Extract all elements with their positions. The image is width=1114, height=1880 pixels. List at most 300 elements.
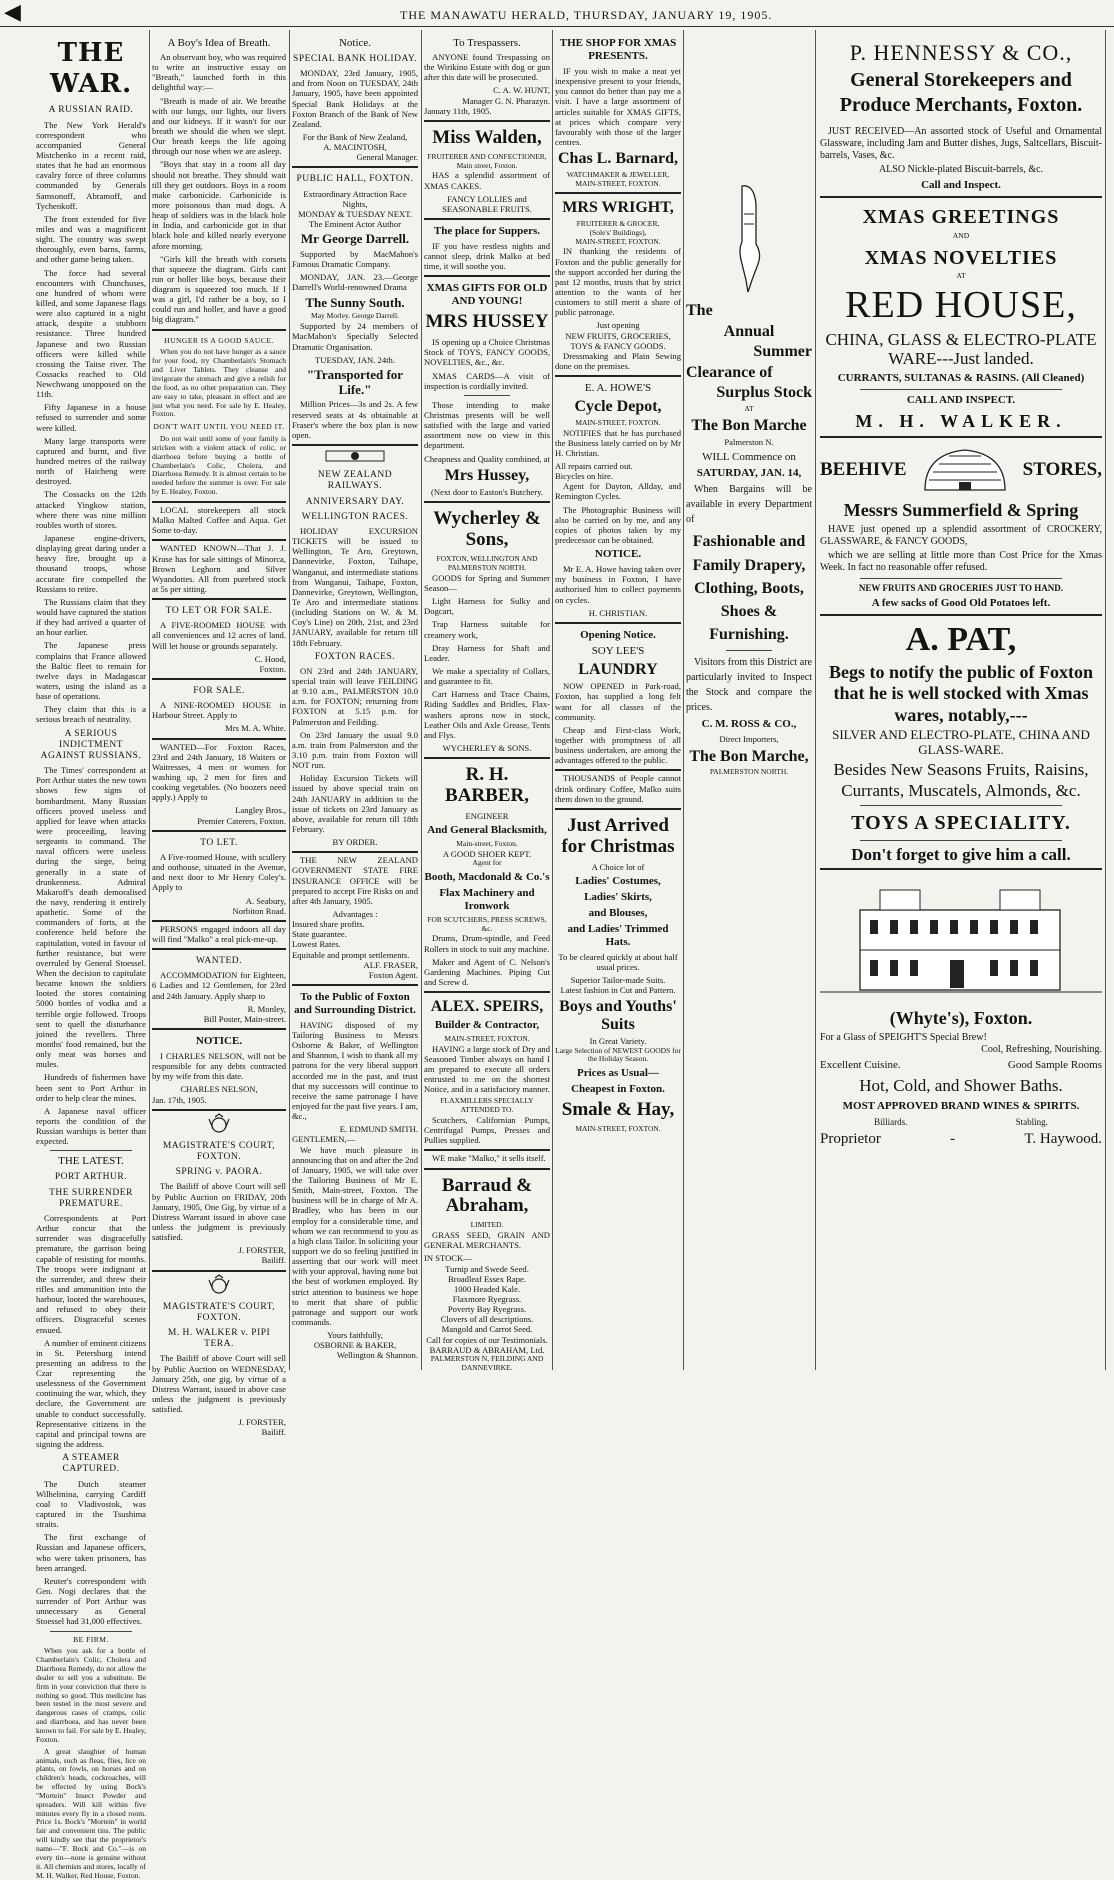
ad-signature: C. A. W. HUNT, xyxy=(493,85,550,96)
ad-heading: NOTICE. xyxy=(195,1034,243,1047)
ad-heading: Notice. xyxy=(338,37,372,49)
ad-signature: Langley Bros., xyxy=(235,805,286,816)
ad-text: Don't forget to give him a call. xyxy=(851,844,1071,864)
ad-paragraph: THOUSANDS of People cannot drink ordinary Coffee, Malko suits them down to the ground. xyxy=(555,773,681,804)
ad-paragraph: which we are selling at little more than Cost Price for the Xmas Week. In fact no reasonable offer refused. xyxy=(820,550,1102,574)
ad-signature: Foxton. xyxy=(259,663,286,674)
divider xyxy=(860,840,1062,841)
ad-block xyxy=(292,851,418,980)
ad-text: PALMERSTON N, FEILDING AND DANNEVIRKE. xyxy=(430,1353,544,1372)
article-headline: A Boy's Idea of Breath. xyxy=(167,37,271,49)
divider xyxy=(860,578,1062,579)
ad-list-item: and Blouses, xyxy=(588,906,648,919)
ad-name: Cycle Depot, xyxy=(574,398,662,416)
ad-text: WILL Commence on xyxy=(702,450,796,463)
ad-heading: BE FIRM. xyxy=(73,1634,109,1644)
ad-word: STORES, xyxy=(1022,458,1102,480)
ad-text: ENGINEER xyxy=(465,810,509,821)
ad-paragraph: WANTED KNOWN—That J. J. Kruse has for sale sittings of Minorca, Brown Leghorn and Silver Wyandottes. All from purebred stock at 5s per sitting. xyxy=(152,543,286,594)
ad-text: MOST APPROVED BRAND WINES & SPIRITS. xyxy=(842,1099,1080,1112)
ad-paragraph: Do not wait until some of your family is stricken with a violent attack of colic, or diarrhoea before buying a bottle of Chamberlain's Colic, Cholera, and Diarrhoea Remedy. It is almost certain to be needed before the summer is over. For sale by E. Healey, Foxton. xyxy=(152,434,286,497)
ad-block xyxy=(152,948,286,1024)
ad-paragraph: IN thanking the residents of Foxton and the public generally for the support accorded her during the past 12 months, trusts that by strict attention to the wants of her customers to still merit a share of public patronage. xyxy=(555,246,681,318)
ad-heading: TO LET. xyxy=(200,837,238,848)
ad-heading: FOR SALE. xyxy=(193,686,245,696)
ad-word: Surplus Stock xyxy=(716,384,812,402)
ad-signature: General Manager. xyxy=(356,152,418,163)
ad-name: ALEX. SPEIRS, xyxy=(430,998,544,1016)
ad-text: AND xyxy=(952,230,970,240)
pointing-hand-icon xyxy=(734,184,764,294)
ad-text: A Choice lot of xyxy=(591,861,645,872)
ad-name: RED HOUSE, xyxy=(845,283,1077,326)
ad-paragraph: ON 23rd and 24th JANUARY, special train will leave FEILDING at 9.10 a.m., PALMERSTON 10.0 a.m. for FOXTON; returning from FOXTON at 5.15 p.m. for Palmerston and Feilding. xyxy=(292,665,418,727)
article-paragraph: "Girls kill the breath with corsets that squeeze the diagram. Girls cant run or holler like boys, because their diagram is squeezed too much. If I was a girl, I'd rather be a boy, so I could run and holler, and have a good big diagram." xyxy=(152,253,286,325)
ad-text: Billiards. xyxy=(874,1116,908,1127)
ad-text: A few sacks of Good Old Potatoes left. xyxy=(871,596,1051,609)
ad-name: MRS HUSSEY xyxy=(425,311,549,333)
ad-block xyxy=(152,920,286,944)
ad-paragraph: A FIVE-ROOMED HOUSE with all conveniences and 12 acres of land. Will let house or grounds separately. xyxy=(152,620,286,651)
ad-word: BEEHIVE xyxy=(820,458,907,480)
ad-paragraph: Mr E. A. Howe having taken over my business in Foxton, I have authorised him to collect payments on cycles. xyxy=(555,564,681,605)
coat-of-arms-icon xyxy=(152,1113,286,1137)
ad-paragraph: A NINE-ROOMED HOUSE in Harbour Street. Apply to xyxy=(152,700,286,721)
ad-name: The Bon Marche, xyxy=(689,747,809,765)
ad-name: Chas L. Barnard, xyxy=(557,150,679,168)
war-paragraph: Reuter's correspondent with Gen. Nogi declares that the surrender of Port Arthur was unnecessary as General Stoessel had 31,000 effectives. xyxy=(36,1575,146,1627)
ad-name: Boys and Youths' Suits xyxy=(559,998,677,1033)
ad-text: (Sole's' Buildings), xyxy=(589,227,647,237)
ad-subheading: M. H. WALKER v. PIPI TERA. xyxy=(167,1328,271,1350)
ad-name: (Whyte's), Foxton. xyxy=(889,1008,1033,1029)
ad-text: AT xyxy=(956,271,966,281)
ad-signature: C. Hood, xyxy=(254,653,286,664)
ad-list-item: Insured share profits. xyxy=(292,919,365,930)
ad-text: Cheapness and Quality combined, at xyxy=(424,453,550,464)
war-paragraph: Correspondents at Port Arthur concur that the surrender was disgracefully premature, the garrison being capable of resisting for months. The troops were indignant at the surrender, and threw their rifles and ammunition into the harbour, looted the warehouses, and refused to obey their officers. Disgraceful scenes ensued. xyxy=(36,1212,146,1335)
ad-text: Main-street, Foxton. xyxy=(456,839,518,849)
ad-text: Cool, Refreshing, Nourishing. xyxy=(981,1043,1102,1055)
ad-paragraph: HAVING disposed of my Tailoring Business to Messrs Osborne & Baker, of Wellington and Shannon, I wish to thank all my patrons for the very liberal support accorded me in the past, and trust that my successors will continue to receive the same patronage I have enjoyed for the past five years. I am, &c., xyxy=(292,1019,418,1122)
article-paragraph: An observant boy, who was required to write an instructive essay on "Breath," launched forth in this delightful way:— xyxy=(152,51,286,93)
column-3 xyxy=(292,34,418,1369)
divider xyxy=(860,805,1062,806)
column-rule xyxy=(683,30,684,1370)
ad-block xyxy=(820,436,1102,610)
ad-word: Annual xyxy=(723,322,775,340)
ad-paragraph: MONDAY, JAN. 23.—George Darrell's World-renowned Drama xyxy=(292,271,418,292)
ad-paragraph: Scutchers, Californian Pumps, Centrifugal Pumps, Presses and Pullies supplied. xyxy=(424,1114,550,1146)
ad-paragraph: Light Harness for Sulky and Dogcart, xyxy=(424,596,550,617)
ad-heading: MAGISTRATE'S COURT, FOXTON. xyxy=(162,1301,276,1323)
ad-text: NEW FRUITS, GROCERIES, TOYS & FANCY GOODS. xyxy=(565,330,671,351)
ad-text: SILVER AND ELECTRO-PLATE, CHINA AND GLASS-WARE. xyxy=(832,727,1090,758)
ad-paragraph: A Five-roomed House, with scullery and outhouse, situated in the Avenue, and next door to Mr Henry Coley's. Apply to xyxy=(152,851,286,893)
ad-paragraph: Dray Harness for Shaft and Leader. xyxy=(424,642,550,663)
ad-paragraph: When you ask for a bottle of Chamberlain's Colic, Cholera and Diarrhoea Remedy, do not allow the dealer to sell you a substitute. Be firm in your conviction that there is nothing so good. This medicine has been tested in the most severe and dangerous cases of cramps, colic and diarrhoea, and has never been known to fail. For sale by E. Healey, Foxton. xyxy=(36,1646,146,1744)
ad-text: MONDAY & TUESDAY NEXT. xyxy=(298,208,412,219)
page-arrow-icon: ◀ xyxy=(4,0,21,24)
war-paragraph: The Dutch steamer Wilhelmina, carrying Cardiff coal to Vladivostok, was captured in the Tsushima straits. xyxy=(36,1478,146,1530)
ad-block xyxy=(555,769,681,803)
ad-subheading: SPRING v. PAORA. xyxy=(175,1167,263,1178)
ad-text: Extraordinary Attraction Race Nights, xyxy=(303,188,407,209)
war-subhead: A STEAMER CAPTURED. xyxy=(62,1453,120,1475)
ad-text: For the Bank of New Zealand, xyxy=(302,132,408,143)
ad-list-item: All repairs carried out. xyxy=(555,460,633,471)
ad-word: Clearance of xyxy=(686,363,773,381)
amenities-row xyxy=(820,1059,1102,1072)
coat-of-arms-icon xyxy=(152,1274,286,1298)
ad-text: Excellent Cuisine. xyxy=(820,1059,901,1072)
ad-block xyxy=(292,166,418,440)
war-paragraph: A number of eminent citizens in St. Petersburg intend presenting an address to the Czar representing the uselessness of the Government continuing the war, which, they declare, the Government are unable to conduct successfully. Representative citizens in the capital and principal towns are signing the address. xyxy=(36,1337,146,1450)
ad-text: FRUITERER AND CONFECTIONER, Main street, Foxton. xyxy=(427,151,547,170)
war-subhead: PORT ARTHUR. xyxy=(54,1172,128,1183)
ad-text: Palmerston N. xyxy=(724,437,774,448)
ad-list-item: Call for copies of our Testimonials. xyxy=(426,1334,548,1345)
war-paragraph: The New York Herald's correspondent who accompanied General Mistchenko in a recent raid, states that he had an enormous cavalry force of three columns commanded by Generals Samsonoff, Abramoff, and Tychenkoff. xyxy=(36,119,146,211)
ad-signature: H. CHRISTIAN. xyxy=(588,607,648,618)
ad-name: The Sunny South. xyxy=(305,295,405,311)
ad-name: Barraud & Abraham, xyxy=(441,1174,533,1217)
ad-name: The Bon Marche xyxy=(691,416,807,434)
ad-heading: HUNGER IS A GOOD SAUCE. xyxy=(164,335,274,345)
ad-name: Miss Walden, xyxy=(432,126,542,148)
ad-text: In Great Variety. xyxy=(589,1036,647,1047)
ad-signature: C. M. ROSS & CO., xyxy=(701,718,797,731)
war-paragraph: Hundreds of fishermen have been sent to Port Arthur in order to help clear the mines. xyxy=(36,1072,146,1103)
ad-paragraph: IS opening up a Choice Christmas Stock of TOYS, FANCY GOODS, NOVELTIES, &c., &c. xyxy=(424,337,550,368)
ad-name: LAUNDRY xyxy=(578,660,658,678)
column-5 xyxy=(555,34,681,1369)
ad-paragraph: Maker and Agent of C. Nelson's Gardening Machines. Piping Cut and Screw d. xyxy=(424,956,550,988)
ad-text: AT xyxy=(744,403,754,413)
ad-paragraph: When Bargains will be available in every Department of xyxy=(686,484,812,526)
ad-paragraph: IF you wish to make a neat yet inexpensive present to your friends, you cannot do better than pay me a visit. I have a large assortment of articles suitable for XMAS GIFTS, at prices which compare very favourably with those of the larger centres. xyxy=(555,65,681,147)
ad-list-item: Lowest Rates. xyxy=(292,939,341,950)
ad-text: May Morley. George Darrell. xyxy=(311,311,399,321)
ad-signature: E. EDMUND SMITH. xyxy=(339,1124,418,1135)
ad-text: Cheapest in Foxton. xyxy=(571,1083,665,1096)
ad-paragraph: A great slaughter of human animals, such as fleas, flies, lice on plants, on fowls, on horses and on children's heads, cockroaches, will be effected by using Bock's "Mortein" Insect Powder and spreaders. Will kill within five minutes every fly in a closed room. Price 1s. Bock's "Mortein" in world fair and convenient tins. The public will kindly see that the proprietor's name—"F. Bock and Co."—is on every tin—none is genuine without it. All chemists and stores, locally of M. H. Walker, Red House, Foxton. xyxy=(36,1746,146,1880)
ad-paragraph: Supported by 24 members of MacMahon's Specially Selected Dramatic Organisation. xyxy=(292,321,418,352)
column-rule xyxy=(289,30,290,1370)
article-paragraph: "Boys that stay in a room all day should not breathe. They should wait till they get outdoors. Boys in a room make carbonicide. Carbonicide is more poisonous than mad dogs. A heap of soldiers was in the black hole in India, and carbonicide got in that black hole and killed nearly everyone afore morning. xyxy=(152,159,286,251)
war-paragraph: The front extended for five miles and was a magnificent sight. The country was swept thoroughly, even barns, farms, and other game being taken. xyxy=(36,213,146,265)
ad-heading: NEW ZEALAND RAILWAYS. xyxy=(317,470,393,492)
ad-paragraph: I CHARLES NELSON, will not be responsible for any debts contracted by my wife from this date. xyxy=(152,1050,286,1082)
masthead xyxy=(0,0,1114,27)
ad-subheading: FOXTON RACES. xyxy=(314,651,396,662)
ad-heading: MAGISTRATE'S COURT, FOXTON. xyxy=(162,1140,276,1162)
ad-list-item: Flaxmore Ryegrass. xyxy=(452,1294,522,1305)
ad-text: Latest fashion in Cut and Pattern. xyxy=(560,985,676,996)
ad-text: Prices as Usual— xyxy=(577,1067,659,1080)
ad-name: Just Arrived for Christmas xyxy=(561,814,675,857)
ad-subheading: SPECIAL BANK HOLIDAY. xyxy=(293,53,417,64)
ad-signature: R. Monley, xyxy=(247,1003,286,1014)
ad-text: PALMERSTON NORTH. xyxy=(709,767,789,777)
ad-headline: CHINA, GLASS & ELECTRO-PLATE WARE---Just landed. xyxy=(825,329,1097,369)
ad-paragraph: WE make "Malko," it sells itself. xyxy=(432,1153,546,1164)
war-paragraph: They claim that this is a serious breach of neutrality. xyxy=(36,704,146,725)
ad-name: MRS WRIGHT, xyxy=(562,199,674,217)
ad-signature: Norbiton Road. xyxy=(232,905,286,916)
ad-subheading: Booth, Macdonald & Co.'s xyxy=(424,870,550,883)
ad-paragraph: The Bailiff of above Court will sell by Public Auction on WEDNESDAY, January 25th, one gig, by virtue of a Distress Warrant, issued in above case unless the judgment is previously satisfied. xyxy=(152,1353,286,1415)
ad-paragraph: HAVING a large stock of Dry and Seasoned Timber always on hand I am prepared to execute all orders entrusted to me on the shortest Notice, and in a satisfactory manner. xyxy=(424,1043,550,1095)
masthead-title: THE MANAWATU HERALD, THURSDAY, JANUARY 19, 1905. xyxy=(400,8,773,22)
ad-block xyxy=(152,830,286,916)
ad-paragraph: Trap Harness suitable for creamery work, xyxy=(424,619,550,640)
ad-subheading: ANNIVERSARY DAY. xyxy=(305,496,405,507)
ad-paragraph: HOLIDAY EXCURSION TICKETS will be issued to Wellington, Te Aro, Greytown, Dannevirke, Foxton, Taihape, Wanganui, and intermediate stations from Wanganui, Taihape, Foxton, Dannevirke, Greytown, Wellington, Te Aro and intermediate stations (including Stations on W. & M. Coy's Line) on 20th, 21st, and 23rd JANUARY, available for return till 18th February. xyxy=(292,526,418,648)
ad-text: IN STOCK— xyxy=(424,1253,472,1264)
ad-text: LIMITED. xyxy=(470,1220,504,1230)
ad-headline: XMAS GREETINGS xyxy=(862,206,1060,229)
ad-signature: Premier Caterers, Foxton. xyxy=(197,815,286,826)
war-subhead: A SERIOUS INDICTMENT AGAINST RUSSIANS. xyxy=(40,728,142,761)
ad-heading: To the Public of Foxton and Surrounding District. xyxy=(294,990,416,1016)
ad-signature: Manager G. N. Pharazyn. xyxy=(462,95,550,106)
ad-paragraph: XMAS CARDS—A visit of inspection is cordially invited. xyxy=(424,370,550,391)
ad-text: Agent for xyxy=(472,858,502,868)
ad-name: Mr George Darrell. xyxy=(300,231,410,247)
latest-headline: THE LATEST. xyxy=(58,1155,124,1168)
ad-paragraph: HAS a splendid assortment of XMAS CAKES. xyxy=(424,170,550,191)
ad-text: Yours faithfully, xyxy=(327,1330,383,1341)
war-paragraph: Fifty Japanese in a house refused to surrender and some were killed. xyxy=(36,402,146,433)
ad-date: Jan. 17th, 1905. xyxy=(152,1094,207,1105)
ad-text: For a Glass of SPEIGHT'S Special Brew! xyxy=(820,1031,987,1043)
ad-paragraph: Cart Harness and Trace Chains, Riding Saddles and Bridles, Flax-washers aprons now in stock, Leather Oils and Axle Grease, Tents and Flys. xyxy=(424,689,550,740)
ad-paragraph: HAVE just opened up a splendid assortment of CROCKERY, GLASSWARE, & FANCY GOODS, xyxy=(820,523,1102,547)
ad-paragraph: MONDAY, 23rd January, 1905, and from Noon on TUESDAY, 24th January, 1905, have been appointed Special Bank Holidays at the Foxton Branch of the Bank of New Zealand. xyxy=(292,68,418,129)
ad-signature: Bailiff. xyxy=(261,1427,286,1438)
ad-paragraph: Visitors from this District are particularly invited to Inspect the Stock and compare the prices. xyxy=(686,657,812,714)
ad-paragraph: Dressmaking and Plain Sewing done on the premises. xyxy=(555,350,681,372)
ad-list-item: Turnip and Swede Seed. xyxy=(445,1263,529,1274)
ad-text: Besides New Seasons Fruits, Raisins, Currants, Muscatels, Almonds, &c. xyxy=(833,760,1089,800)
ad-block xyxy=(820,868,1102,1149)
ad-text: Superior Tailor-made Suits. xyxy=(570,974,666,985)
ad-name: Messrs Summerfield & Spring xyxy=(843,500,1079,521)
ad-signature: A. Seabury, xyxy=(245,895,286,906)
ad-list-item: State guarantee. xyxy=(292,929,347,940)
hotel-building-illustration xyxy=(820,880,1102,1000)
ad-list-item: Ladies' Costumes, xyxy=(575,874,661,887)
ad-text: MAIN-STREET, FOXTON. xyxy=(575,1124,661,1134)
ad-paragraph: GRASS SEED, GRAIN AND GENERAL MERCHANTS. xyxy=(424,1230,550,1251)
ad-text: MAIN-STREET, FOXTON. xyxy=(575,236,661,246)
divider xyxy=(464,395,510,396)
ad-text: (Next door to Easton's Butchery. xyxy=(431,487,543,498)
ad-paragraph: IF you have restless nights and cannot sleep, drink Malko at bed time, it will soothe you. xyxy=(424,240,550,272)
ad-heading: To Trespassers. xyxy=(453,37,521,49)
ad-signature: CHARLES NELSON, xyxy=(180,1084,258,1095)
ad-block xyxy=(292,984,418,1361)
ad-name: Wycherley & Sons, xyxy=(433,508,541,551)
ad-block xyxy=(424,1149,550,1163)
ad-name: Smale & Hay, xyxy=(561,1099,675,1121)
ad-text: TUESDAY, JAN. 24th. xyxy=(315,354,395,365)
ad-block xyxy=(424,218,550,271)
ad-heading: DON'T WAIT UNTIL YOU NEED IT. xyxy=(153,422,285,432)
ad-list-item: Equitable and prompt settlements. xyxy=(292,949,410,960)
ad-heading: XMAS GIFTS FOR OLD AND YOUNG! xyxy=(426,282,548,308)
ad-heading: WANTED. xyxy=(196,956,242,967)
ad-heading: THE SHOP FOR XMAS PRESENTS. xyxy=(559,37,677,62)
ad-list-item: Broadleaf Essex Rape. xyxy=(447,1273,527,1284)
ad-paragraph: We have much pleasure in announcing that on and after the 2nd of January, 1905, we will take over the Tailoring Business of Mr E. Smith, Main-street, Foxton. The business will be in charge of Mr A. Bradley, who has been in our employ for a considerable time, and whom we can recommend to you as a high class Tailor. In soliciting your support we do so feeling justified in asserting that our work will meet with your approval, having none but the best of workmen employed. By strict attention to business we hope to merit that share of public patronage and support our work commands. xyxy=(292,1144,419,1327)
column-4 xyxy=(424,34,550,1372)
ad-headline: XMAS NOVELTIES xyxy=(864,246,1058,269)
ad-block xyxy=(555,375,681,618)
ad-subheading: SOY LEE'S xyxy=(591,644,645,657)
column-rule xyxy=(149,30,150,1370)
ad-paragraph: NOW OPENED in Park-road, Foxton, has supplied a long felt want for all classes of the community. xyxy=(555,681,681,722)
ad-list-item: Poverty Bay Ryegrass. xyxy=(447,1304,527,1315)
ad-block xyxy=(152,539,286,594)
ad-paragraph: PERSONS engaged indoors all day will find "Malko" a real pick-me-up. xyxy=(152,923,286,944)
ad-block xyxy=(820,196,1102,432)
ad-paragraph: THE NEW ZEALAND GOVERNMENT STATE FIRE INSURANCE OFFICE will be prepared to accept Fire Risks on and after 4th January, 1905. xyxy=(292,855,418,906)
divider xyxy=(50,1631,132,1632)
ad-text: SATURDAY, JAN. 14, xyxy=(696,466,802,479)
ad-block xyxy=(152,1109,286,1266)
column-7 xyxy=(820,34,1102,1369)
ad-paragraph: We make a speciality of Collars, and guarantee to fit. xyxy=(424,666,550,687)
column-rule xyxy=(552,30,553,1370)
article-paragraph: "Breath is made of air. We breathe with our lungs, our lights, our livers and our kidneys. If it wasn't for our breath we should die when we slept. Our breath keeps the life agoing through our nose when we are asleep. xyxy=(152,95,286,157)
ad-paragraph: The Photographic Business will also be carried on by me, and any copies of photos taken by my predecessor can be obtained. xyxy=(555,504,681,545)
ad-paragraph: Holiday Excursion Tickets will issued by above special train on 24th JANUARY in addition to the issue of tickets on 23rd January as above, available for return till 18th February. xyxy=(292,773,418,834)
ad-text: Good Sample Rooms xyxy=(1007,1059,1102,1072)
ad-block xyxy=(555,192,681,371)
ad-paragraph: When you do not have hunger as a sauce for your food, try Chamberlain's Stomach and Liver Tablets. They cleanse and invigorate the stomach and give a relish for the food, as no other preparation can. They are easy to take, pleasant in effect and are just what you need. For sale by E. Healey, Foxton. xyxy=(152,347,286,419)
ad-name: P. HENNESSY & CO., xyxy=(849,40,1073,65)
ad-word: Summer xyxy=(753,343,812,361)
ad-text: Proprietor xyxy=(820,1131,881,1148)
divider xyxy=(860,389,1062,390)
ad-signature: T. Haywood. xyxy=(1024,1131,1102,1148)
ad-list-item: Ladies' Skirts, xyxy=(584,890,652,903)
war-paragraph: Japanese engine-drivers, displaying great daring under a heavy fire, brought up a thousand troops, whose accurate fire compelled the Russians to retire. xyxy=(36,533,146,594)
ad-subheading: Advantages : xyxy=(332,908,378,919)
ad-heading: PUBLIC HALL, FOXTON. xyxy=(296,174,414,185)
ad-text: Direct Importers, xyxy=(719,734,779,745)
ad-list-item: Mangold and Carrot Seed. xyxy=(441,1324,533,1335)
ad-text: - xyxy=(950,1131,956,1148)
ad-block xyxy=(424,501,550,753)
ad-signature: OSBORNE & BAKER, xyxy=(313,1340,397,1351)
ad-list-item: Clovers of all descriptions. xyxy=(440,1314,534,1325)
column-rule xyxy=(421,30,422,1370)
ad-signature: A. MACINTOSH, xyxy=(323,142,387,153)
ad-signature: Mrs M. A. White. xyxy=(225,723,286,734)
ad-heading: The place for Suppers. xyxy=(433,224,541,237)
ad-name: A. PAT, xyxy=(905,620,1017,658)
proprietor-row xyxy=(820,1131,1102,1149)
ad-text: Hot, Cold, and Shower Baths. xyxy=(859,1076,1063,1096)
war-paragraph: A Japanese naval officer reports the condition of the Russian warships is better than expected. xyxy=(36,1105,146,1147)
ad-signature: BARRAUD & ABRAHAM, Ltd. xyxy=(429,1344,545,1355)
ad-signature: Foxton Agent. xyxy=(368,969,418,980)
amenities-row xyxy=(820,1117,1102,1128)
ad-signature: J. FORSTER, xyxy=(238,1245,286,1256)
ad-paragraph: Large Selection of NEWEST GOODS for the Holiday Season. xyxy=(555,1045,681,1064)
ad-paragraph: WANTED—For Foxton Races, 23rd and 24th January, 18 Waiters or Waitresses, 4 men or women for washing up, 2 men for fires and cooking vegetables. (No boozers need apply.) Apply to xyxy=(152,741,286,803)
ad-signature: M. H. WALKER. xyxy=(855,410,1067,431)
ad-subheading: Flax Machinery and Ironwork xyxy=(439,886,535,912)
ad-paragraph: On 23rd January the usual 9.0 a.m. train from Palmerston and the 3.10 p.m. train from Foxton will NOT run. xyxy=(292,729,418,771)
ad-subheading: Builder & Contractor, xyxy=(434,1018,540,1031)
ad-block xyxy=(424,991,550,1145)
ad-text: A GOOD SHOER KEPT. xyxy=(442,848,532,859)
ad-paragraph: Supported by MacMahon's Famous Dramatic Company. xyxy=(292,248,418,269)
ad-headline: General Storekeepers and Produce Merchants, Foxton. xyxy=(839,68,1083,116)
ad-paragraph: Million Prices—3s and 2s. A few reserved seats at 4s obtainable at Fraser's where the box plan is now open. xyxy=(292,399,418,440)
war-subhead: THE SURRENDER PREMATURE. xyxy=(49,1187,133,1209)
ad-paragraph: Cheap and First-class Work, together with promptness of all business undertaken, are among the advantages offered to the public. xyxy=(555,724,681,766)
ad-signature: J. FORSTER, xyxy=(238,1417,286,1428)
ad-heading: Opening Notice. xyxy=(580,628,656,641)
ad-heading: TO LET OR FOR SALE. xyxy=(165,606,273,617)
ad-heading: NOTICE. xyxy=(594,548,642,561)
ad-block xyxy=(152,598,286,674)
ad-text: CALL AND INSPECT. xyxy=(906,393,1016,406)
ad-word: The xyxy=(686,302,713,319)
war-paragraph: The Cossacks on the 12th attacked Yingkow station, where there was nine million roubles worth of stores. xyxy=(36,489,146,530)
ad-text: CURRANTS, SULTANAS & RASINS. (All Cleaned) xyxy=(837,371,1085,384)
ad-block xyxy=(152,678,286,734)
ad-paragraph: LOCAL storekeepers all stock Malko Malted Coffee and Aqua. Get Some to-day. xyxy=(152,504,286,536)
divider xyxy=(726,650,772,651)
ad-paragraph: Agent for Dayton, Allday, and Remington Cycles. xyxy=(555,481,681,502)
war-paragraph: The Times' correspondent at Port Arthur states the new town shows few signs of bombardment. Many Russian officers proved useless and applied for leave when attacks were proceeding, leaving sergeants to command. The naval officers were useless during the siege, being generally in a state of drunkenness. Admiral Makaroff's death demoralised the navy, rendering it entirely apathetic. Some of the commanders of forts, at the conference held before the capitulation, voted in favour of further resistance, but were overruled by General Stoessel. When the decision to capitulate became known the soldiers looted the stores containing 5000 bottles of vodka and a terrible orgie followed. Troops sent to quell the disturbance joined the revellers. Three months' food remained, but the only meat was horses and mules. xyxy=(36,765,146,1070)
ad-signature: Wellington & Shannon. xyxy=(336,1350,418,1361)
ad-text: FOXTON, WELLINGTON AND PALMERSTON NORTH. xyxy=(436,554,538,573)
ad-text: Call and Inspect. xyxy=(921,179,1001,192)
beehive-icon xyxy=(915,446,1015,494)
divider xyxy=(50,1150,132,1151)
ad-paragraph: Drums, Drum-spindle, and Feed Rollers in stock to suit any machine. xyxy=(424,933,550,954)
ad-block xyxy=(292,444,418,847)
war-paragraph: The Russians claim that they would have captured the station if they had arrived a quarter of an hour earlier. xyxy=(36,596,146,638)
ad-subheading: And General Blacksmith, xyxy=(427,824,547,837)
ad-heading: E. A. HOWE'S xyxy=(584,382,652,395)
ad-headline: Fashionable and Family Drapery, Clothing, Boots, Shoes & Furnishing. xyxy=(692,533,806,644)
railway-crest-icon xyxy=(292,448,418,466)
column-rule xyxy=(815,30,816,1370)
ad-name: "Transported for Life." xyxy=(306,366,404,398)
ad-text: MAIN-STREET, FOXTON. xyxy=(444,1033,530,1043)
ad-signature: BY ORDER. xyxy=(332,837,378,848)
column-rule xyxy=(1105,30,1106,1370)
ad-text: WATCHMAKER & JEWELLER, MAIN-STREET, FOXTON. xyxy=(566,169,670,188)
ad-paragraph: Those intending to make Christmas presents will be well satisfied with the large and varied assortment now on view in this department. xyxy=(424,399,550,451)
ad-list-item: and Ladies' Trimmed Hats. xyxy=(567,922,669,948)
ad-block xyxy=(820,614,1102,865)
ad-block xyxy=(424,1168,550,1373)
war-paragraph: The first exchange of Russian and Japanese officers, who were taken prisoners, has been arranged. xyxy=(36,1532,146,1573)
ad-block xyxy=(152,738,286,826)
ad-subheading: WELLINGTON RACES. xyxy=(301,511,409,522)
ad-text: NEW FRUITS AND GROCERIES JUST TO HAND. xyxy=(858,583,1064,593)
beehive-banner xyxy=(820,446,1102,494)
